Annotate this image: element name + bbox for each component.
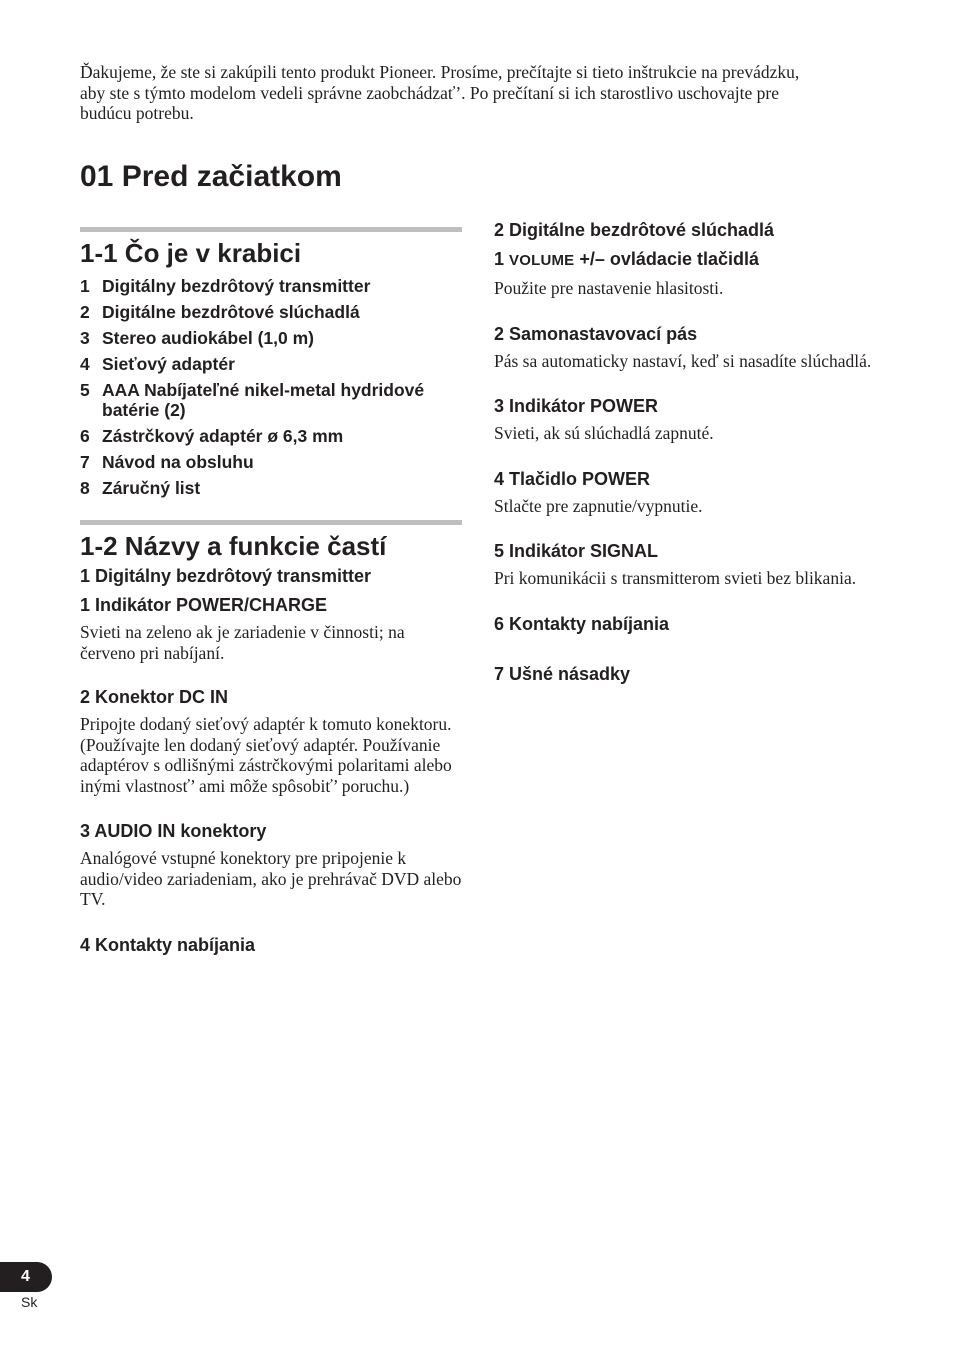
headphones-item <box>494 323 874 372</box>
list-item-number: 1 <box>80 276 90 296</box>
list-item <box>80 452 462 472</box>
headphones-item-desc: Stlačte pre zapnutie/vypnutie. <box>494 495 703 516</box>
list-item <box>80 302 462 322</box>
chapter-title: 01 Pred začiatkom <box>80 160 342 193</box>
list-item-number: 4 <box>80 354 90 374</box>
transmitter-item-desc: Svieti na zeleno ak je zariadenie v činnosti; na červeno pri nabíjaní. <box>80 622 405 663</box>
section-divider-box <box>80 227 462 232</box>
list-item <box>80 426 462 446</box>
list-item <box>80 276 462 296</box>
headphones-item-heading <box>494 248 874 272</box>
section-divider-parts <box>80 520 462 525</box>
box-contents-list <box>80 276 462 498</box>
headphones-item-heading: 3 Indikátor POWER <box>494 396 659 416</box>
list-item-text: Digitálne bezdrôtové slúchadlá <box>102 302 360 322</box>
transmitter-item <box>80 820 462 910</box>
list-item-text: Návod na obsluhu <box>102 452 254 472</box>
list-item-text: Záručný list <box>102 478 201 498</box>
transmitter-item-desc: Analógové vstupné konektory pre pripojenie k audio/video zariadeniam, ako je prehrávač DVD alebo TV. <box>80 848 462 909</box>
intro-line-3: budúcu potrebu. <box>80 103 194 123</box>
headphones-item-heading: 2 Samonastavovací pás <box>494 323 698 344</box>
headphones-item <box>494 613 874 635</box>
list-item-number: 8 <box>80 478 90 498</box>
list-item-number: 5 <box>80 380 90 400</box>
transmitter-item-heading: 2 Konektor DC IN <box>80 687 229 707</box>
list-item <box>80 354 462 374</box>
headphones-item-desc: Pás sa automaticky nastaví, keď si nasadíte slúchadlá. <box>494 350 872 371</box>
list-item-text: Stereo audiokábel (1,0 m) <box>102 328 315 348</box>
list-item-text: Digitálny bezdrôtový transmitter <box>102 276 371 296</box>
section-title-parts: 1-2 Názvy a funkcie častí <box>80 531 387 561</box>
transmitter-item-desc: Pripojte dodaný sieťový adaptér k tomuto konektoru. (Používajte len dodaný sieťový adaptér. Používanie adaptérov s odlišnými zástrčkovými polaritami alebo inými vlastnosť’ ami môže spôsobiť’ poruchu.) <box>80 714 452 796</box>
headphones-item <box>494 540 874 589</box>
list-item-number: 6 <box>80 426 90 446</box>
transmitter-item-heading: 4 Kontakty nabíjania <box>80 934 256 955</box>
list-item <box>80 478 462 498</box>
list-item-number: 2 <box>80 302 90 322</box>
intro-paragraph <box>80 62 880 124</box>
left-column <box>80 227 462 956</box>
transmitter-item <box>80 686 462 796</box>
headphones-item-desc: Svieti, ak sú slúchadlá zapnuté. <box>494 423 714 443</box>
intro-line-1: Ďakujeme, že ste si zakúpili tento produkt Pioneer. Prosíme, prečítajte si tieto inštrukcie na prevádzku, <box>80 62 800 82</box>
list-item-text: Sieťový adaptér <box>102 354 235 374</box>
headphones-heading: 2 Digitálne bezdrôtové slúchadlá <box>494 220 775 240</box>
list-item <box>80 380 462 420</box>
transmitter-item <box>80 594 462 663</box>
transmitter-heading: 1 Digitálny bezdrôtový transmitter <box>80 566 372 586</box>
headphones-item-desc: Použite pre nastavenie hlasitosti. <box>494 278 724 298</box>
transmitter-item <box>80 934 462 956</box>
transmitter-item-heading: 1 Indikátor POWER/CHARGE <box>80 595 328 615</box>
headphones-item-heading: 5 Indikátor SIGNAL <box>494 541 659 561</box>
language-code: Sk <box>21 1294 38 1310</box>
headphones-item-heading: 6 Kontakty nabíjania <box>494 613 670 634</box>
headphones-item-heading: 7 Ušné násadky <box>494 663 631 684</box>
heading-suffix: +/– ovládacie tlačidlá <box>574 249 759 269</box>
volume-label: VOLUME <box>509 252 575 269</box>
list-item-number: 7 <box>80 452 90 472</box>
transmitter-item-heading: 3 AUDIO IN konektory <box>80 821 267 841</box>
list-item-text: Zástrčkový adaptér ø 6,3 mm <box>102 426 344 446</box>
list-item <box>80 328 462 348</box>
list-item-number: 3 <box>80 328 90 348</box>
headphones-item-desc: Pri komunikácii s transmitterom svieti bez blikania. <box>494 568 857 588</box>
section-title-box-contents: 1-1 Čo je v krabici <box>80 238 302 268</box>
right-column <box>494 219 874 685</box>
headphones-item-heading: 4 Tlačidlo POWER <box>494 468 651 489</box>
headphones-item <box>494 248 874 299</box>
headphones-item <box>494 395 874 444</box>
page-number-badge: 4 <box>0 1262 52 1292</box>
intro-line-2: aby ste s týmto modelom vedeli správne zaobchádzať’. Po prečítaní si ich starostlivo uschovajte pre <box>80 82 780 103</box>
headphones-item <box>494 663 874 685</box>
headphones-item <box>494 468 874 517</box>
list-item-text: AAA Nabíjateľné nikel-metal hydridové batérie (2) <box>102 380 425 420</box>
heading-prefix: 1 <box>494 249 510 269</box>
